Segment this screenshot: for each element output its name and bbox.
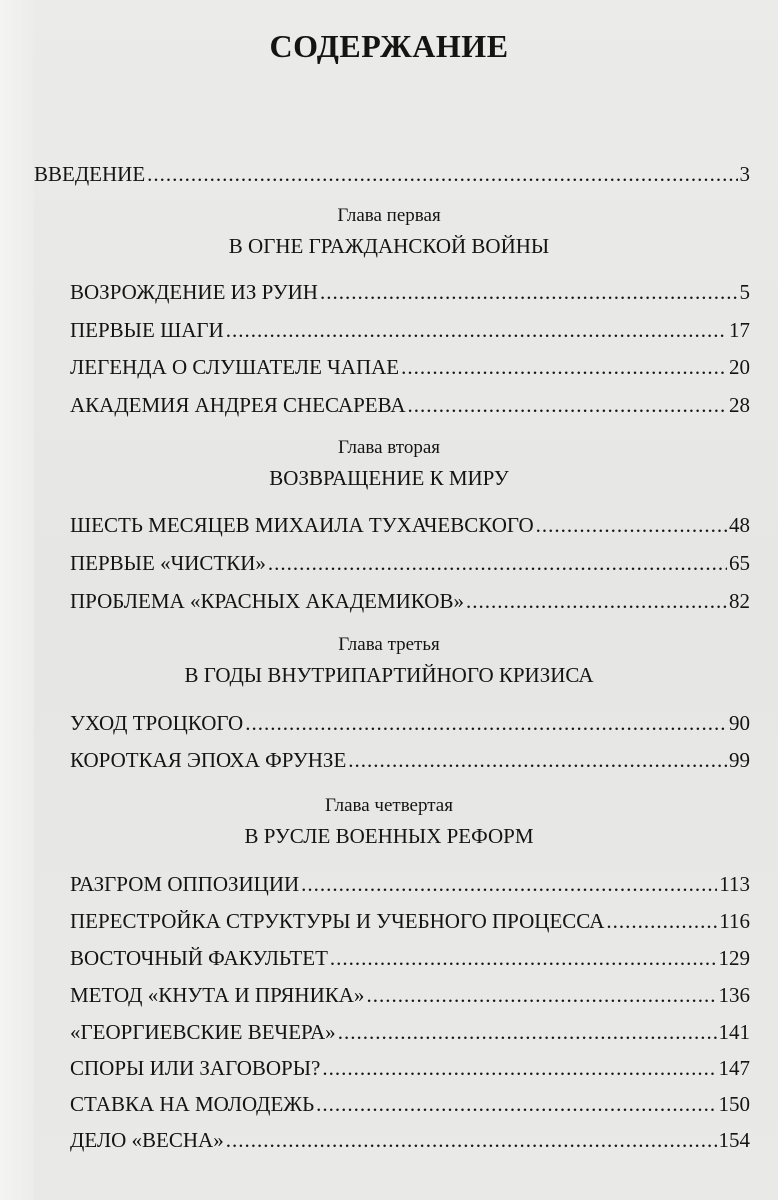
- toc-entry[interactable]: [70, 357, 750, 378]
- toc-entry[interactable]: [70, 985, 750, 1006]
- dot-leader: [245, 713, 727, 734]
- toc-entry-page: 141: [718, 1020, 750, 1044]
- dot-leader: [322, 1058, 716, 1079]
- toc-entry-label: СТАВКА НА МОЛОДЕЖЬ: [70, 1092, 315, 1116]
- dot-leader: [606, 911, 717, 932]
- chapter-number: Глава вторая: [337, 437, 441, 458]
- toc-entry-label: «ГЕОРГИЕВСКИЕ ВЕЧЕРА»: [70, 1020, 336, 1044]
- toc-entry-label: УХОД ТРОЦКОГО: [70, 711, 244, 735]
- chapter-number: Глава первая: [337, 205, 441, 226]
- toc-entry-label: МЕТОД «КНУТА И ПРЯНИКА»: [70, 983, 365, 1007]
- dot-leader: [401, 357, 727, 378]
- toc-entry-label: ВОСТОЧНЫЙ ФАКУЛЬТЕТ: [70, 946, 328, 970]
- toc-entry[interactable]: [70, 713, 750, 734]
- chapter-title: В РУСЛЕ ВОЕННЫХ РЕФОРМ: [244, 824, 534, 848]
- toc-entry-page: 99: [729, 748, 750, 772]
- dot-leader: [466, 591, 727, 612]
- dot-leader: [301, 874, 717, 895]
- chapter-title: ВОЗВРАЩЕНИЕ К МИРУ: [269, 466, 509, 490]
- dot-leader: [226, 1130, 717, 1151]
- toc-entry[interactable]: [70, 515, 750, 536]
- dot-leader: [147, 164, 737, 185]
- dot-leader: [366, 985, 716, 1006]
- page-edge: [0, 0, 34, 1200]
- toc-entry[interactable]: [70, 1022, 750, 1043]
- dot-leader: [226, 320, 727, 341]
- chapter-number: Глава четвертая: [325, 795, 453, 816]
- toc-entry-label: ВВЕДЕНИЕ: [34, 162, 146, 186]
- toc-entry-page: 17: [729, 318, 750, 342]
- toc-entry-page: 154: [718, 1128, 750, 1152]
- toc-entry[interactable]: [70, 948, 750, 969]
- dot-leader: [316, 1094, 716, 1115]
- chapter-title: В ОГНЕ ГРАЖДАНСКОЙ ВОЙНЫ: [228, 234, 550, 258]
- dot-leader: [330, 948, 717, 969]
- toc-entry-page: 136: [718, 983, 750, 1007]
- dot-leader: [408, 395, 728, 416]
- dot-leader: [268, 553, 727, 574]
- toc-entry-page: 3: [739, 162, 750, 186]
- toc-entry-page: 20: [729, 355, 750, 379]
- toc-entry-page: 116: [719, 909, 750, 933]
- page-title: СОДЕРЖАНИЕ: [269, 28, 509, 64]
- toc-entry[interactable]: [70, 1094, 750, 1115]
- toc-entry-page: 65: [729, 551, 750, 575]
- toc-entry-label: РАЗГРОМ ОППОЗИЦИИ: [70, 872, 300, 896]
- toc-entry-page: 147: [718, 1056, 750, 1080]
- toc-entry[interactable]: [70, 320, 750, 341]
- dot-leader: [338, 1022, 717, 1043]
- toc-entry-label: ПРОБЛЕМА «КРАСНЫХ АКАДЕМИКОВ»: [70, 589, 464, 613]
- dot-leader: [536, 515, 727, 536]
- toc-entry-label: СПОРЫ ИЛИ ЗАГОВОРЫ?: [70, 1056, 321, 1080]
- chapter-title: В ГОДЫ ВНУТРИПАРТИЙНОГО КРИЗИСА: [184, 663, 594, 687]
- toc-entry[interactable]: [70, 282, 750, 303]
- toc-entry-page: 150: [718, 1092, 750, 1116]
- toc-entry-page: 28: [729, 393, 750, 417]
- toc-entry-label: КОРОТКАЯ ЭПОХА ФРУНЗЕ: [70, 748, 347, 772]
- toc-entry-page: 129: [718, 946, 750, 970]
- dot-leader: [320, 282, 738, 303]
- toc-entry-label: ШЕСТЬ МЕСЯЦЕВ МИХАИЛА ТУХАЧЕВСКОГО: [70, 513, 534, 537]
- toc-entry[interactable]: [70, 1058, 750, 1079]
- toc-entry-label: АКАДЕМИЯ АНДРЕЯ СНЕСАРЕВА: [70, 393, 406, 417]
- toc-entry-page: 48: [729, 513, 750, 537]
- toc-entry[interactable]: [70, 395, 750, 416]
- toc-entry-intro[interactable]: [34, 164, 750, 185]
- toc-entry[interactable]: [70, 911, 750, 932]
- toc-entry-label: ЛЕГЕНДА О СЛУШАТЕЛЕ ЧАПАЕ: [70, 355, 400, 379]
- toc-entry-label: ПЕРЕСТРОЙКА СТРУКТУРЫ И УЧЕБНОГО ПРОЦЕССА: [70, 909, 605, 933]
- toc-entry-label: ПЕРВЫЕ «ЧИСТКИ»: [70, 551, 266, 575]
- toc-entry-page: 5: [739, 280, 750, 304]
- toc-entry[interactable]: [70, 874, 750, 895]
- toc-entry-page: 113: [719, 872, 750, 896]
- toc-entry-page: 90: [729, 711, 750, 735]
- toc-entry-page: 82: [729, 589, 750, 613]
- dot-leader: [348, 750, 727, 771]
- toc-entry-label: ДЕЛО «ВЕСНА»: [70, 1128, 224, 1152]
- toc-entry[interactable]: [70, 750, 750, 771]
- toc-entry-label: ВОЗРОЖДЕНИЕ ИЗ РУИН: [70, 280, 318, 304]
- toc-entry[interactable]: [70, 591, 750, 612]
- toc-entry[interactable]: [70, 1130, 750, 1151]
- toc-entry[interactable]: [70, 553, 750, 574]
- chapter-number: Глава третья: [338, 634, 440, 655]
- toc-entry-label: ПЕРВЫЕ ШАГИ: [70, 318, 224, 342]
